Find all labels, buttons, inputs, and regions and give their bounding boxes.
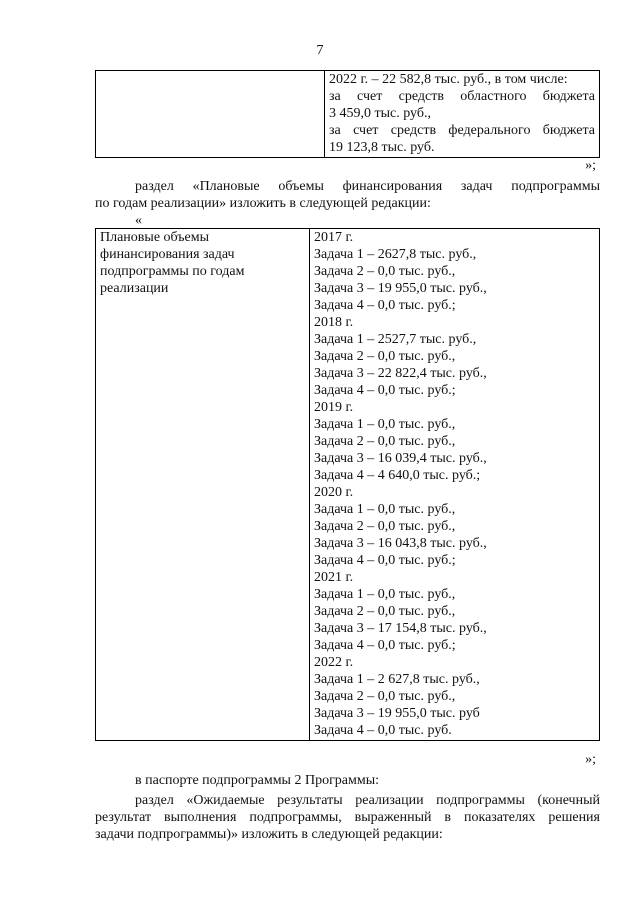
year-label: 2017 г. (314, 230, 354, 245)
task-amount: Задача 3 – 19 955,0 тыс. руб (314, 706, 480, 721)
task-amount: Задача 3 – 19 955,0 тыс. руб., (314, 281, 487, 296)
paragraph-line: результат выполнения подпрограммы, выраженный в показателях решения (95, 810, 600, 825)
task-amount: Задача 2 – 0,0 тыс. руб., (314, 519, 456, 534)
table2-right-cell (310, 229, 600, 741)
paragraph-line: в паспорте подпрограммы 2 Программы: (135, 773, 380, 788)
task-amount: Задача 4 – 0,0 тыс. руб.; (314, 298, 456, 313)
year-label: 2019 г. (314, 400, 354, 415)
task-amount: Задача 2 – 0,0 тыс. руб., (314, 604, 456, 619)
closing-quote: »; (585, 752, 596, 767)
task-amount: Задача 1 – 2627,8 тыс. руб., (314, 247, 477, 262)
task-amount: Задача 1 – 0,0 тыс. руб., (314, 502, 456, 517)
table1-line: 19 123,8 тыс. руб. (329, 140, 435, 155)
task-amount: Задача 3 – 16 039,4 тыс. руб., (314, 451, 487, 466)
table1-left-cell (96, 71, 325, 158)
task-amount: Задача 1 – 2 627,8 тыс. руб., (314, 672, 480, 687)
task-amount: Задача 2 – 0,0 тыс. руб., (314, 349, 456, 364)
task-amount: Задача 1 – 2527,7 тыс. руб., (314, 332, 477, 347)
year-label: 2022 г. (314, 655, 354, 670)
paragraph-line: по годам реализации» изложить в следующей редакции: (95, 196, 431, 211)
year-label: 2021 г. (314, 570, 354, 585)
task-amount: Задача 2 – 0,0 тыс. руб., (314, 689, 456, 704)
table1-line: 2022 г. – 22 582,8 тыс. руб., в том числе: (329, 72, 568, 87)
table1-right-cell (325, 71, 600, 158)
year-label: 2020 г. (314, 485, 354, 500)
task-amount: Задача 1 – 0,0 тыс. руб., (314, 587, 456, 602)
task-amount: Задача 3 – 16 043,8 тыс. руб., (314, 536, 487, 551)
paragraph-line: раздел «Плановые объемы финансирования задач подпрограммы (135, 179, 600, 194)
task-amount: Задача 4 – 0,0 тыс. руб.; (314, 553, 456, 568)
task-amount: Задача 1 – 0,0 тыс. руб., (314, 417, 456, 432)
task-amount: Задача 4 – 0,0 тыс. руб.; (314, 383, 456, 398)
planned-funding-table (95, 228, 600, 741)
task-amount: Задача 3 – 22 822,4 тыс. руб., (314, 366, 487, 381)
program-passport-paragraph (95, 772, 600, 789)
closing-quote: »; (585, 158, 596, 173)
paragraph-line: раздел «Ожидаемые результаты реализации подпрограммы (конечный (135, 793, 600, 808)
task-amount: Задача 4 – 0,0 тыс. руб.; (314, 638, 456, 653)
year-label: 2018 г. (314, 315, 354, 330)
section-instruction-paragraph (95, 178, 600, 212)
table2-left-cell: Плановые объемы финансирования задач подпрограммы по годам реализации (96, 229, 310, 741)
expected-results-paragraph (95, 792, 600, 843)
task-amount: Задача 3 – 17 154,8 тыс. руб., (314, 621, 487, 636)
paragraph-line: задачи подпрограммы)» изложить в следующей редакции: (95, 827, 443, 842)
page-number: 7 (316, 43, 324, 58)
task-amount: Задача 4 – 4 640,0 тыс. руб.; (314, 468, 481, 483)
table1-line: 3 459,0 тыс. руб., (329, 106, 431, 121)
table1-line: за счет средств федерального бюджета (329, 123, 595, 138)
funding-table-continuation (95, 70, 600, 158)
opening-quote: « (135, 213, 142, 228)
task-amount: Задача 4 – 0,0 тыс. руб. (314, 723, 452, 738)
task-amount: Задача 2 – 0,0 тыс. руб., (314, 264, 456, 279)
table1-line: за счет средств областного бюджета (329, 89, 595, 104)
task-amount: Задача 2 – 0,0 тыс. руб., (314, 434, 456, 449)
